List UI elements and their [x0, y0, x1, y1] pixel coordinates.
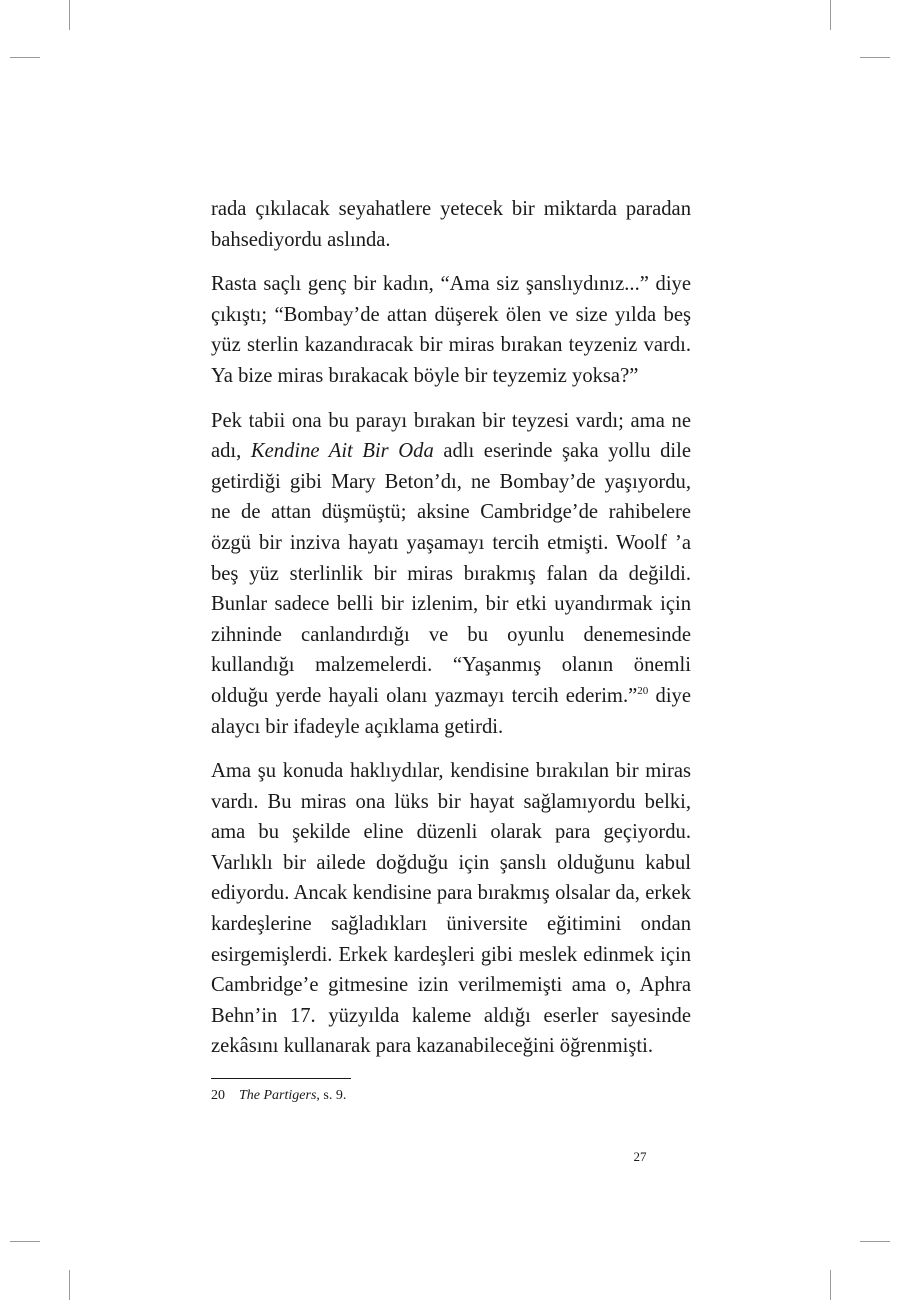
crop-mark-bottom-left-h	[10, 1241, 40, 1242]
crop-mark-bottom-right	[830, 1270, 831, 1300]
crop-mark-bottom-right-h	[860, 1241, 890, 1242]
crop-mark-top-right	[830, 0, 831, 30]
footnote-number: 20	[211, 1088, 225, 1103]
footnote-rest: , s. 9.	[316, 1088, 347, 1103]
book-title: Kendine Ait Bir Oda	[250, 440, 434, 463]
footnote-reference[interactable]: 20	[637, 684, 649, 697]
page-number: 27	[633, 1149, 647, 1164]
paragraph-3: Pek tabii ona bu parayı bırakan bir teyzesi vardı; ama ne adı, Kendine Ait Bir Oda adlı eserinde şaka yollu dile getirdiği gibi Mary Beton’dı, ne Bombay’de yaşıyordu, ne de attan düşmüştü; aksine Cambridge’de rahibelere özgü bir inziva hayatı yaşamayı tercih etmişti. Woolf ’a beş yüz sterlinlik bir miras bırakmış falan da değildi. Bunlar sadece belli bir izlenim, bir etki uyandırmak için zihninde canlandırdığı ve bu oyunlu denemesinde kullandığı malzemelerdi. “Yaşanmış olanın önemli olduğu yerde hayali olanı yazmayı tercih ederim.”$^{20}$ diye alaycı bir ifadeyle açıklama getirdi.	[211, 409, 691, 738]
crop-mark-top-right-h	[860, 57, 890, 58]
crop-mark-bottom-left	[69, 1270, 70, 1300]
footnote	[211, 1086, 691, 1106]
crop-mark-top-left	[69, 0, 70, 30]
body-text	[211, 194, 691, 1076]
paragraph-2: Rasta saçlı genç bir kadın, “Ama siz şanslıydınız...” diye çıkıştı; “Bombay’de attan düşerek ölen ve size yılda beş yüz sterlin kazandıracak bir miras bırakan teyzeniz vardı. Ya bize miras bırakacak böyle bir teyzemiz yoksa?”	[211, 273, 691, 387]
footnote-title: The Partigers	[239, 1088, 317, 1103]
paragraph-4: Ama şu konuda haklıydılar, kendisine bırakılan bir miras vardı. Bu miras ona lüks bir hayat sağlamıyordu belki, ama bu şekilde eline düzenli olarak para geçiyordu. Varlıklı bir ailede doğduğu için şanslı olduğunu kabul ediyordu. Ancak kendisine para bırakmış olsalar da, erkek kardeşlerine sağladıkları üniversite eğitimini ondan esirgemişlerdi. Erkek kardeşleri gibi meslek edinmek için Cambridge’e gitmesine izin verilmemişti ama o, Aphra Behn’in 17. yüzyılda kaleme aldığı eserler sayesinde zekâsını kullanarak para kazanabileceğini öğrenmişti.	[211, 760, 691, 1058]
paragraph-1: rada çıkılacak seyahatlere yetecek bir miktarda paradan bahsediyordu aslında.	[211, 198, 691, 251]
crop-mark-top-left-h	[10, 57, 40, 58]
footnote-divider	[211, 1078, 351, 1079]
